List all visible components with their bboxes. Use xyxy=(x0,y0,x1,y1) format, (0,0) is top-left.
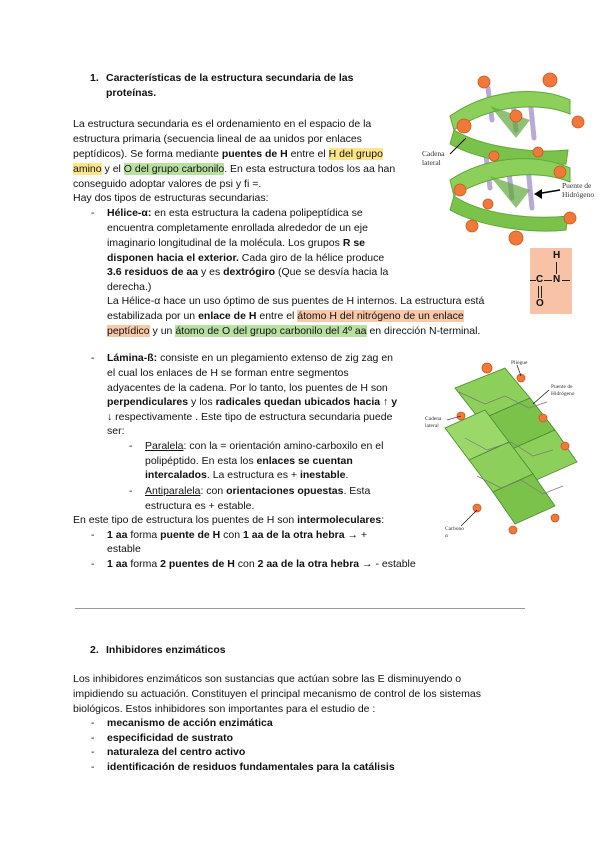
helix-ribbon xyxy=(450,92,570,232)
sheet-line xyxy=(107,352,393,365)
bold-term: 2 aa de la otra hebra xyxy=(257,558,360,570)
section1-number: 1. xyxy=(90,72,99,84)
bold-term: 2 puentes de H xyxy=(160,558,235,570)
amide-c: C xyxy=(536,274,544,285)
bold-term: puente de H xyxy=(160,529,221,541)
bullet: - xyxy=(91,717,95,729)
text: . La estructura es + xyxy=(206,469,300,481)
sheet-label-bridge-2: Hidrógeno xyxy=(551,391,575,397)
text: peptídicos). Se forma mediante xyxy=(73,148,222,160)
text: → + xyxy=(344,529,367,541)
amide-bond-c xyxy=(530,280,536,281)
bold-term: intercalados xyxy=(145,469,207,481)
highlight-orange: peptídico xyxy=(107,325,150,337)
bullet: - xyxy=(91,732,95,744)
text: consiste en un plegamiento extenso de zig zag en xyxy=(157,352,393,364)
antiparallel-term: Antiparalela xyxy=(145,485,201,497)
text: . xyxy=(345,469,349,481)
bold-term: 1 aa xyxy=(107,529,128,541)
beta-sheet-figure xyxy=(425,358,590,543)
parallel-line xyxy=(145,455,353,468)
sheet-line: ser: xyxy=(107,425,125,437)
text: y el xyxy=(101,163,124,175)
text: . En esta estructura todos los aa han xyxy=(224,163,396,175)
bold-term: 1 aa de la otra hebra xyxy=(242,529,345,541)
helix-line: encuentra completamente enrollada alrededor de un eje xyxy=(107,222,368,234)
text: En este tipo de estructura los puentes de H son xyxy=(73,514,298,526)
text: : con xyxy=(200,485,227,497)
helix-line xyxy=(107,252,384,265)
highlight-green: átomo de O del grupo carbonilo del 4º aa xyxy=(175,325,367,337)
intro-line: conseguido adoptar valores de psi y fi =. xyxy=(73,178,262,190)
amide-bond-co-1 xyxy=(538,286,539,298)
text: en esta estructura la cadena polipeptídica se xyxy=(151,207,363,219)
sheet-line: ↓ respectivamente . Este tipo de estructura secundaria puede xyxy=(107,411,393,423)
bold-term: dextrógiro xyxy=(223,266,276,278)
highlight-green: O del grupo carbonilo xyxy=(123,163,225,175)
bold-term: disponen hacia el exterior. xyxy=(107,252,239,264)
text: imaginario longitudinal de la molécula. Los grupos xyxy=(107,237,343,249)
helix-line: derecha.) xyxy=(107,281,152,293)
amide-h: H xyxy=(553,250,561,261)
bold-term: intermoleculares xyxy=(297,514,382,526)
text: entre el xyxy=(287,148,329,160)
amide-bond-n xyxy=(562,280,570,281)
sheet-label-carbon-2: α xyxy=(445,533,448,539)
text: con xyxy=(234,558,258,570)
intro-line xyxy=(73,148,383,161)
bold-term: 3.6 residuos de aa xyxy=(107,266,199,278)
helix-line xyxy=(107,237,365,250)
amide-bond-nh xyxy=(556,262,557,274)
bold-term: 1 aa xyxy=(107,558,128,570)
text: en dirección N-terminal. xyxy=(366,325,481,337)
amide-bond-co-2 xyxy=(541,286,542,298)
helix-label-chain-2: lateral xyxy=(422,158,441,167)
text: : con la = orientación amino-carboxilo en el xyxy=(183,440,384,452)
bridge-item xyxy=(107,529,367,542)
list-item: mecanismo de acción enzimática xyxy=(107,717,273,729)
text: → - estable xyxy=(359,558,416,570)
section2-title: Inhibidores enzimáticos xyxy=(106,644,226,656)
bullet: - xyxy=(91,207,95,219)
helix-line xyxy=(107,310,464,323)
bullet: - xyxy=(91,746,95,758)
sheet-line: adyacentes de la cadena. Por lo tanto, los puentes de H son xyxy=(107,382,388,394)
bold-term: puentes de H xyxy=(221,148,288,160)
helix-label-bridge-2: Hidrógeno xyxy=(562,190,595,199)
highlight-yellow: H del grupo xyxy=(328,148,383,160)
bold-term: R se xyxy=(342,237,365,249)
sheet-label-bridge-1: Puente de xyxy=(551,384,573,390)
bold-term: radicales quedan ubicados hacia ↑ y xyxy=(215,396,398,408)
text: con xyxy=(220,529,243,541)
sheet-label-carbon-1: Carbono xyxy=(445,526,464,532)
intro-line: estructura primaria (secuencia lineal de aa unidos por enlaces xyxy=(73,133,362,145)
bold-term: enlace de H xyxy=(198,310,257,322)
bullet: - xyxy=(91,761,95,773)
bridge-item: estable xyxy=(107,543,141,555)
sheet-label-chain-2: lateral xyxy=(425,423,439,429)
parallel-line xyxy=(145,440,383,453)
section2-number: 2. xyxy=(90,644,99,656)
parallel-line xyxy=(145,469,348,482)
bold-term: perpendiculares xyxy=(107,396,189,408)
text: forma xyxy=(127,529,161,541)
bullet: - xyxy=(91,352,95,364)
text: y un xyxy=(149,325,176,337)
bold-term: inestable xyxy=(299,469,346,481)
section1-title-line2: proteínas. xyxy=(106,87,157,99)
bridge-item xyxy=(107,558,416,571)
sheet-line xyxy=(107,396,397,409)
bold-term: enlaces se cuentan xyxy=(256,455,353,467)
text: forma xyxy=(127,558,161,570)
summary-line xyxy=(73,514,384,527)
text: y es xyxy=(198,266,224,278)
section2-line: Los inhibidores enzimáticos son sustancias que actúan sobre las E disminuyendo o xyxy=(73,673,462,685)
intro-line: Hay dos tipos de estructuras secundarias: xyxy=(73,192,269,204)
text: : xyxy=(381,514,385,526)
antiparallel-line: estructura es + estable. xyxy=(145,500,255,512)
helix-label-chain-1: Cadena xyxy=(422,149,445,158)
helix-line xyxy=(107,266,388,279)
section2-line: impidiendo su actuación. Constituyen el principal mecanismo de control de los sistemas xyxy=(73,688,481,700)
list-item: naturaleza del centro activo xyxy=(107,746,246,758)
helix-label-bridge-1: Puente de xyxy=(562,181,592,190)
highlight-orange: átomo H del nitrógeno de un enlace xyxy=(297,310,464,322)
text: polipéptido. En esta los xyxy=(145,455,257,467)
helix-term: Hélice-α: xyxy=(107,207,152,219)
section-divider xyxy=(75,608,525,609)
section1-title-line1: Características de la estructura secundaria de las xyxy=(106,72,354,84)
intro-line: La estructura secundaria es el ordenamiento en el espacio de la xyxy=(73,118,372,130)
bullet: - xyxy=(129,440,133,452)
bullet: - xyxy=(129,485,133,497)
helix-line xyxy=(107,325,480,338)
parallel-term: Paralela xyxy=(145,440,184,452)
text: y los xyxy=(188,396,216,408)
arrowhead-icon xyxy=(534,189,542,199)
list-item: especificidad de sustrato xyxy=(107,732,234,744)
sheet-label-chain-1: Cadena xyxy=(425,416,442,422)
bullet: - xyxy=(91,529,95,541)
sheet-label-pleat-1: Pliegue xyxy=(511,360,528,366)
sheet-line: el cual los enlaces de H se forman entre segmentos xyxy=(107,367,349,379)
text: Cada giro de la hélice produce xyxy=(238,252,385,264)
amide-o: O xyxy=(536,298,544,309)
helix-line xyxy=(107,207,363,220)
sheet-term: Lámina-ß: xyxy=(107,352,158,364)
list-item: identificación de residuos fundamentales para la catálisis xyxy=(107,761,395,773)
text: (Que se desvía hacia la xyxy=(275,266,389,278)
text: estabilizada por un xyxy=(107,310,199,322)
bullet: - xyxy=(91,558,95,570)
amide-n: N xyxy=(553,274,561,285)
text: entre el xyxy=(256,310,298,322)
antiparallel-line xyxy=(145,485,370,498)
intro-line xyxy=(73,163,395,176)
amide-group xyxy=(530,248,572,314)
helix-line: La Hélice-α hace un uso óptimo de sus puentes de H internos. La estructura está xyxy=(107,295,485,307)
amide-bond-cn xyxy=(544,280,552,281)
alpha-helix-figure xyxy=(420,68,595,253)
section2-line: biológicos. Estos inhibidores son importantes para el estudio de : xyxy=(73,703,376,715)
bold-term: orientaciones opuestas xyxy=(226,485,344,497)
text: . Esta xyxy=(343,485,371,497)
highlight-yellow: amino xyxy=(73,163,102,175)
